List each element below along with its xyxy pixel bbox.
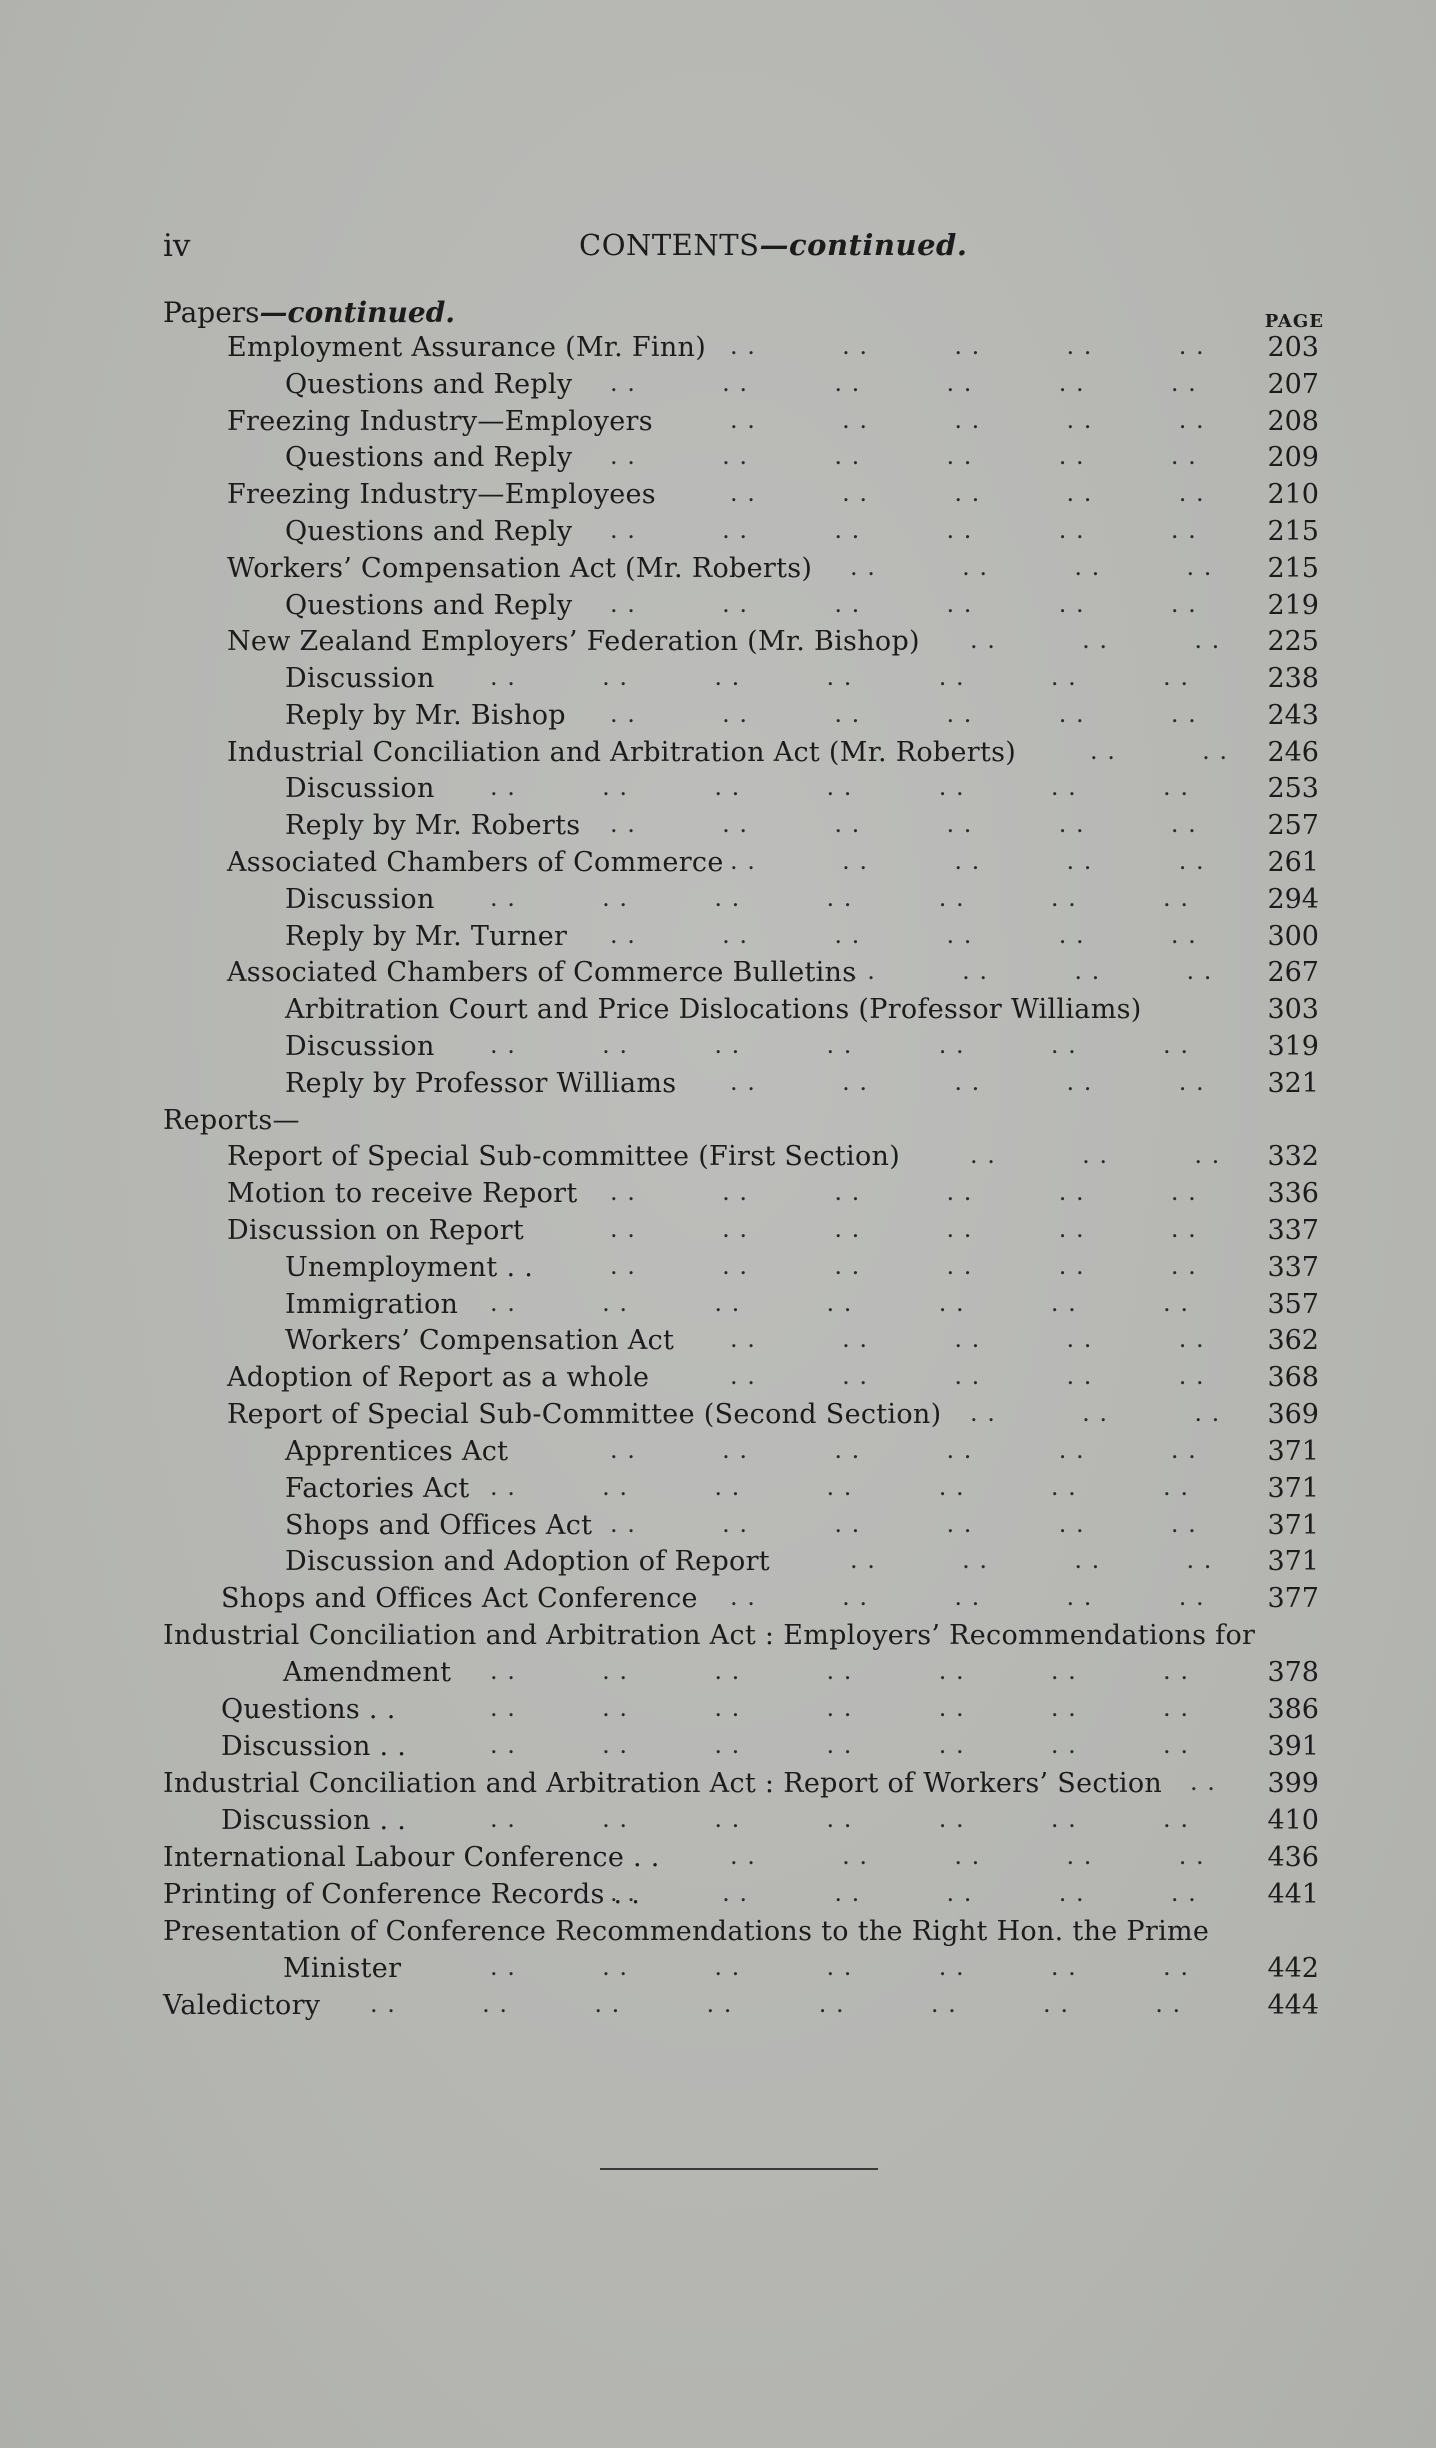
toc-entry xyxy=(0,626,1436,663)
toc-entry-title xyxy=(285,884,435,915)
toc-entry-title-line1: Questions and Reply xyxy=(285,369,573,400)
toc-entry-title-line1: New Zealand Employers’ Federation (Mr. Bishop) xyxy=(227,626,920,657)
toc-entry-page: 399 xyxy=(1267,1768,1319,1799)
section-label: Papers xyxy=(163,296,260,329)
toc-entry-title-line1: Workers’ Compensation Act (Mr. Roberts) xyxy=(227,553,813,584)
toc-entry xyxy=(0,957,1436,994)
toc-entry-title-line1: Report of Special Sub-committee (First Section) xyxy=(227,1141,901,1172)
toc-entry-page: 321 xyxy=(1267,1068,1319,1099)
toc-entry-title xyxy=(227,332,706,363)
dot-leaders: . . . . . . . . . . . . xyxy=(610,1879,1197,1907)
toc-entry xyxy=(0,700,1436,737)
toc-entry xyxy=(0,1141,1436,1178)
toc-entry-title-line1: Discussion . . xyxy=(221,1805,407,1836)
dot-leaders: . . . . . . . . . . . . xyxy=(610,1510,1197,1538)
toc-entry-title xyxy=(285,1436,508,1467)
toc-entry-title-line1: Motion to receive Report xyxy=(227,1178,578,1209)
toc-entry-title-line1: Shops and Offices Act xyxy=(285,1510,593,1541)
dot-leaders: . . . . . . . . . . . . xyxy=(610,810,1197,838)
dot-leaders: . . . . . . . . . . . . . . xyxy=(490,1031,1189,1059)
toc-entry-title-line1: Reports— xyxy=(163,1105,300,1136)
running-head xyxy=(579,228,967,262)
toc-entry-title xyxy=(221,1583,698,1614)
dot-leaders: . . . . . . . . . . . . . . xyxy=(490,1473,1189,1501)
toc-entry-title xyxy=(227,1399,941,1430)
toc-entry-title-line1: Discussion xyxy=(285,1031,435,1062)
toc-entry-title xyxy=(285,1031,435,1062)
dot-leaders: . . . . . . . . . . . . xyxy=(610,1252,1197,1280)
toc-entry-title-line1: Discussion . . xyxy=(221,1731,407,1762)
toc-entry-page: 303 xyxy=(1267,994,1319,1025)
toc-entry-title-line1: Arbitration Court and Price Dislocations (Professor Williams) xyxy=(285,994,1142,1025)
toc-entry-title-line1: Printing of Conference Records . . xyxy=(163,1879,641,1910)
dot-leaders: . . . . . . . . xyxy=(850,553,1213,581)
dot-leaders: . . . . . . xyxy=(970,1399,1221,1427)
toc-entry-title xyxy=(285,700,566,731)
toc-entry-title-line1: Discussion and Adoption of Report xyxy=(285,1546,770,1577)
toc-entry-page: 369 xyxy=(1267,1399,1319,1430)
toc-entry-title xyxy=(285,1510,592,1541)
toc-entry-title xyxy=(227,1215,524,1246)
toc-entry-title-line1: Adoption of Report as a whole xyxy=(227,1362,650,1393)
toc-entry xyxy=(0,1546,1436,1583)
toc-entry-page: 209 xyxy=(1267,442,1319,473)
toc-entry-title xyxy=(163,1620,1255,1651)
toc-entry-title-line1: Factories Act xyxy=(285,1473,470,1504)
toc-entry-page: 444 xyxy=(1267,1990,1319,2021)
toc-entry xyxy=(0,1620,1436,1688)
closing-rule xyxy=(600,2168,878,2170)
toc-entry-title xyxy=(285,590,572,621)
toc-entry-title xyxy=(227,1141,900,1172)
toc-entry-title-line1: Discussion xyxy=(285,884,435,915)
toc-entry-page: 368 xyxy=(1267,1362,1319,1393)
dot-leaders: . . . . . . . . . . xyxy=(730,1842,1205,1870)
toc-entry xyxy=(0,1510,1436,1547)
page-number: iv xyxy=(163,228,191,264)
toc-entry-title-line1: Discussion on Report xyxy=(227,1215,525,1246)
toc-entry xyxy=(0,1916,1436,1984)
toc-entry-page: 436 xyxy=(1267,1842,1319,1873)
toc-entry xyxy=(0,1768,1436,1805)
dot-leaders: . . . . . . . . . . . . xyxy=(610,442,1197,470)
toc-entry-page: 332 xyxy=(1267,1141,1319,1172)
toc-entry-title xyxy=(285,921,567,952)
running-head-title: CONTENTS xyxy=(579,228,760,262)
dot-leaders: . . . . . . . . . . . . xyxy=(610,369,1197,397)
toc-entry-title-line1: Industrial Conciliation and Arbitration Act : Employers’ Recommendations for xyxy=(163,1620,1256,1651)
toc-entry xyxy=(0,1694,1436,1731)
toc-entry-title xyxy=(285,1289,458,1320)
toc-entry xyxy=(0,516,1436,553)
dot-leaders: . . . . . . . . . . . . xyxy=(610,516,1197,544)
toc-entry-page: 238 xyxy=(1267,663,1319,694)
toc-entry-title-line1: Shops and Offices Act Conference xyxy=(221,1583,698,1614)
toc-entry-title-line1: Questions . . xyxy=(221,1694,396,1725)
toc-entry xyxy=(0,1436,1436,1473)
toc-entry-page: 208 xyxy=(1267,406,1319,437)
page-column-heading: PAGE xyxy=(1264,311,1324,332)
dot-leaders: . . . . . . . . . . xyxy=(730,847,1205,875)
toc-entry xyxy=(0,1473,1436,1510)
dot-leaders: . . . . . . . . . . . . . . xyxy=(490,1805,1189,1833)
toc-entry-title xyxy=(221,1694,396,1725)
toc-entry-page: 371 xyxy=(1267,1510,1319,1541)
toc-entry-title xyxy=(285,1068,676,1099)
toc-entry-title xyxy=(285,1252,533,1283)
toc-entry-title-line1: Discussion xyxy=(285,773,435,804)
toc-entry xyxy=(0,1215,1436,1252)
toc-entry-title-line1: Associated Chambers of Commerce Bulletins xyxy=(227,957,857,988)
dot-leaders: . . . . . . . . . . xyxy=(730,406,1205,434)
toc-entry-title-line1: Workers’ Compensation Act xyxy=(285,1325,675,1356)
toc-entry-page: 386 xyxy=(1267,1694,1319,1725)
toc-entry xyxy=(0,332,1436,369)
toc-entry-title-line1: Questions and Reply xyxy=(285,590,573,621)
running-head-suffix: —continued. xyxy=(759,228,968,262)
toc-entry-title-line1: Industrial Conciliation and Arbitration Act (Mr. Roberts) xyxy=(227,737,1017,768)
toc-entry-title-line2: Amendment xyxy=(283,1657,452,1688)
toc-entry-title xyxy=(285,1473,470,1504)
toc-entry-title xyxy=(163,1842,660,1873)
toc-entry-title-line1: Employment Assurance (Mr. Finn) xyxy=(227,332,707,363)
toc-entry xyxy=(0,994,1436,1031)
toc-entry-title-line1: Reply by Mr. Turner xyxy=(285,921,568,952)
toc-entry xyxy=(0,884,1436,921)
toc-entry-page: 215 xyxy=(1267,553,1319,584)
toc-entry-page: 391 xyxy=(1267,1731,1319,1762)
toc-entry-title xyxy=(285,442,572,473)
toc-entry-title xyxy=(285,994,1142,1025)
toc-entry-title xyxy=(285,369,572,400)
toc-entry-page: 261 xyxy=(1267,847,1319,878)
toc-entry-title xyxy=(285,1546,770,1577)
toc-entry-page: 257 xyxy=(1267,810,1319,841)
dot-leaders: . . . . . . . . . . . . . . xyxy=(490,1953,1189,1981)
toc-entry-title xyxy=(221,1731,406,1762)
dot-leaders: . . . . . . . . . . . . . . . . xyxy=(370,1990,1182,2018)
toc-entry-title-line2: Minister xyxy=(283,1953,402,1984)
toc-entry-title xyxy=(163,1768,1162,1799)
dot-leaders: . . . . . . . . xyxy=(850,957,1213,985)
toc-entry-page: 267 xyxy=(1267,957,1319,988)
toc-entry xyxy=(0,1252,1436,1289)
dot-leaders: . . . . . . . . xyxy=(850,1546,1213,1574)
dot-leaders: . . . . . . . . . . . . . . xyxy=(490,1657,1189,1685)
toc-entry-title xyxy=(285,663,435,694)
toc-entry-page: 319 xyxy=(1267,1031,1319,1062)
toc-entry-title xyxy=(285,1325,674,1356)
toc-entry-page: 203 xyxy=(1267,332,1319,363)
dot-leaders: . . . . . . . . . . xyxy=(730,1583,1205,1611)
toc-entry xyxy=(0,1325,1436,1362)
toc-entry xyxy=(0,479,1436,516)
toc-entry xyxy=(0,1879,1436,1916)
toc-entry-page: 362 xyxy=(1267,1325,1319,1356)
toc-entry-title xyxy=(227,626,920,657)
toc-entry xyxy=(0,590,1436,627)
toc-entry-title-line1: Associated Chambers of Commerce xyxy=(227,847,724,878)
toc-entry-title-line1: Freezing Industry—Employers xyxy=(227,406,653,437)
toc-entry-title xyxy=(227,737,1016,768)
toc-entry-title-line1: Reply by Mr. Bishop xyxy=(285,700,566,731)
toc-entry xyxy=(0,1399,1436,1436)
toc-entry-page: 357 xyxy=(1267,1289,1319,1320)
toc-entry xyxy=(0,1105,1436,1142)
dot-leaders: . . . . . . . . . . . . xyxy=(610,700,1197,728)
toc-entry xyxy=(0,1178,1436,1215)
toc-entry-title xyxy=(163,1105,300,1136)
toc-entry-title xyxy=(163,1916,1209,1947)
toc-entry-page: 337 xyxy=(1267,1215,1319,1246)
toc-entry xyxy=(0,663,1436,700)
toc-entry xyxy=(0,442,1436,479)
dot-leaders: . . . . . . . . . . . . xyxy=(610,1215,1197,1243)
toc-entry-page: 207 xyxy=(1267,369,1319,400)
toc-entry-page: 371 xyxy=(1267,1546,1319,1577)
dot-leaders: . . . . . . . . . . xyxy=(730,1068,1205,1096)
toc-entry xyxy=(0,1990,1436,2027)
toc-entry-page: 442 xyxy=(1267,1953,1319,1984)
toc-entry-title-line1: Unemployment . . xyxy=(285,1252,534,1283)
toc-entry xyxy=(0,1583,1436,1620)
toc-entry-page: 294 xyxy=(1267,884,1319,915)
toc-entry-title-line1: Presentation of Conference Recommendations to the Right Hon. the Prime xyxy=(163,1916,1210,1947)
toc-entry xyxy=(0,553,1436,590)
toc-entry-title xyxy=(285,773,435,804)
dot-leaders: . . . . . . xyxy=(970,626,1221,654)
toc-entry-page: 371 xyxy=(1267,1436,1319,1467)
dot-leaders: . . . . . . . . . . . . . . xyxy=(490,773,1189,801)
toc-entry-title-line1: Industrial Conciliation and Arbitration Act : Report of Workers’ Section xyxy=(163,1768,1163,1799)
toc-entry xyxy=(0,810,1436,847)
toc-entry-page: 215 xyxy=(1267,516,1319,547)
toc-entry-title xyxy=(227,957,856,988)
toc-entry-title xyxy=(227,553,812,584)
toc-entry-title xyxy=(285,810,580,841)
toc-entry-title-line1: Questions and Reply xyxy=(285,442,573,473)
dot-leaders: . . . . . . . . . . . . . . xyxy=(490,1289,1189,1317)
toc-entry xyxy=(0,847,1436,884)
toc-entry-title-line1: Valedictory xyxy=(163,1990,321,2021)
toc-entry-page: 253 xyxy=(1267,773,1319,804)
dot-leaders: . . xyxy=(1190,1768,1216,1796)
toc-entry-page: 441 xyxy=(1267,1879,1319,1910)
toc-entry xyxy=(0,737,1436,774)
dot-leaders: . . . . . . . . . . . . xyxy=(610,590,1197,618)
toc-entry xyxy=(0,1842,1436,1879)
dot-leaders: . . . . . . . . . . . . . . xyxy=(490,884,1189,912)
dot-leaders: . . . . . . . . . . xyxy=(730,332,1205,360)
toc-entry-title xyxy=(285,516,572,547)
toc-entry-page: 371 xyxy=(1267,1473,1319,1504)
toc-entry xyxy=(0,1068,1436,1105)
toc-entry-page: 337 xyxy=(1267,1252,1319,1283)
toc-entry-title xyxy=(227,406,653,437)
dot-leaders: . . . . . . . . . . xyxy=(730,1325,1205,1353)
toc-entry-title xyxy=(163,1879,640,1910)
dot-leaders: . . . . . . . . . . xyxy=(730,479,1205,507)
dot-leaders: . . . . . . . . . . . . . . xyxy=(490,1694,1189,1722)
toc-entry-page: 225 xyxy=(1267,626,1319,657)
toc-entry-title-line1: Discussion xyxy=(285,663,435,694)
toc-entry-page: 210 xyxy=(1267,479,1319,510)
toc-entry-title-line1: Report of Special Sub-Committee (Second Section) xyxy=(227,1399,942,1430)
toc-entry-page: 410 xyxy=(1267,1805,1319,1836)
toc-entry xyxy=(0,1362,1436,1399)
toc-entry-title-line1: Apprentices Act xyxy=(285,1436,509,1467)
dot-leaders: . . . . . . . . . . . . . . xyxy=(490,1731,1189,1759)
toc-entry-page: 336 xyxy=(1267,1178,1319,1209)
toc-entry-title-line1: International Labour Conference . . xyxy=(163,1842,660,1873)
dot-leaders: . . . . . . . . . . . . xyxy=(610,1178,1197,1206)
toc-entry-title xyxy=(221,1805,406,1836)
toc-entry-title-line1: Reply by Mr. Roberts xyxy=(285,810,581,841)
toc-entry xyxy=(0,369,1436,406)
toc-entry xyxy=(0,1031,1436,1068)
toc-entry-title xyxy=(163,1990,320,2021)
toc-entry-title-line1: Freezing Industry—Employees xyxy=(227,479,656,510)
toc-entry xyxy=(0,773,1436,810)
toc-entry-page: 243 xyxy=(1267,700,1319,731)
toc-entry-page: 378 xyxy=(1267,1657,1319,1688)
toc-entry-page: 377 xyxy=(1267,1583,1319,1614)
toc-entry-page: 246 xyxy=(1267,737,1319,768)
dot-leaders: . . . . . . xyxy=(970,1141,1221,1169)
dot-leaders: . . . . . . . . . . . . xyxy=(610,1436,1197,1464)
toc-entry xyxy=(0,1731,1436,1768)
toc-entry xyxy=(0,921,1436,958)
toc-entry-title xyxy=(227,847,724,878)
toc-entry-title xyxy=(227,1362,649,1393)
section-label-suffix: —continued. xyxy=(259,296,456,329)
toc-entry xyxy=(0,406,1436,443)
toc-entry-page: 300 xyxy=(1267,921,1319,952)
dot-leaders: . . . . . . . . . . . . . . xyxy=(490,663,1189,691)
toc-entry-title xyxy=(227,1178,578,1209)
dot-leaders: . . . . . . . . . . xyxy=(730,1362,1205,1390)
toc-entry-title-line1: Reply by Professor Williams xyxy=(285,1068,677,1099)
dot-leaders: . . . . xyxy=(1090,737,1229,765)
section-heading xyxy=(163,296,455,329)
dot-leaders: . . . . . . . . . . . . xyxy=(610,921,1197,949)
toc-entry-title xyxy=(227,479,656,510)
toc-entry xyxy=(0,1805,1436,1842)
toc-entry-title-line1: Immigration xyxy=(285,1289,459,1320)
toc-entry xyxy=(0,1289,1436,1326)
toc-entry-title-line1: Questions and Reply xyxy=(285,516,573,547)
toc-entry-page: 219 xyxy=(1267,590,1319,621)
